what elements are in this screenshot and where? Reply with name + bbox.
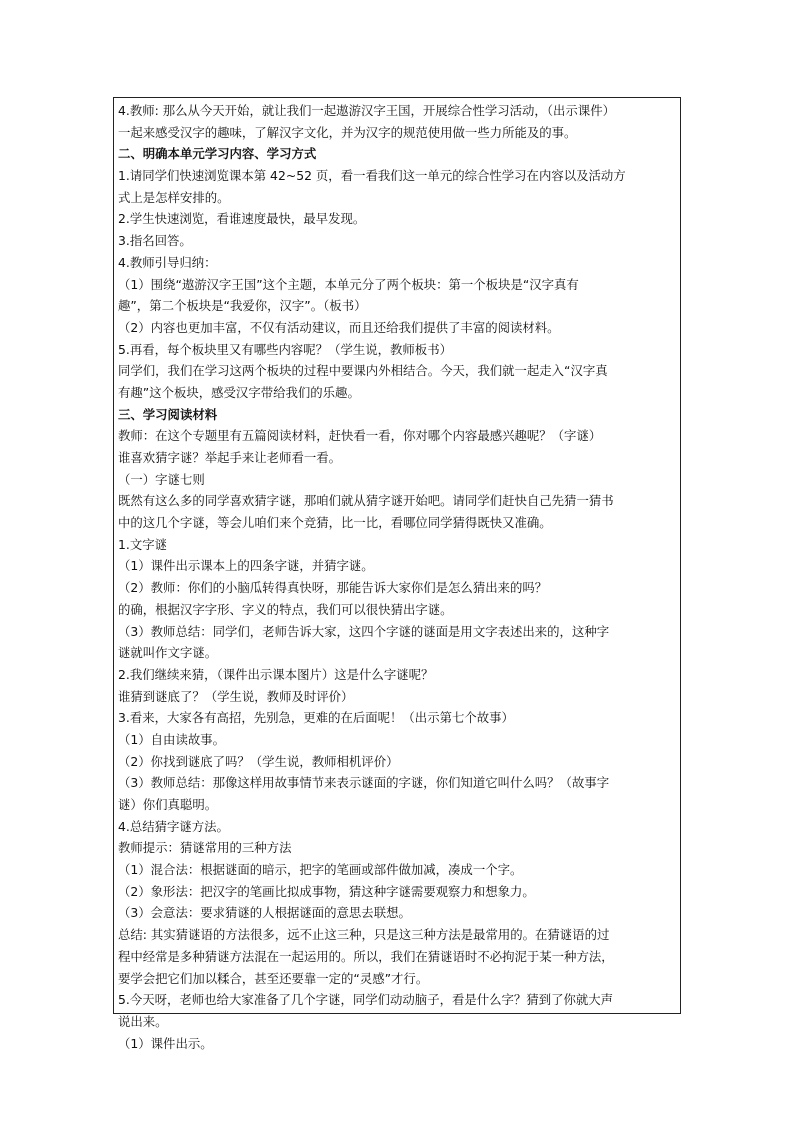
text-line: 谜）你们真聪明。 bbox=[118, 797, 218, 812]
text-line: 既然有这么多的同学喜欢猜字谜，那咱们就从猜字谜开始吧。请同学们赶快自己先猜一猜书 bbox=[118, 493, 614, 509]
text-line: 1.文字谜 bbox=[118, 536, 167, 552]
text-line: （2）教师：你们的小脑瓜转得真快呀，那能告诉大家你们是怎么猜出来的吗？ bbox=[118, 580, 548, 596]
text-line: （1）围绕“遨游汉字王国”这个主题，本单元分了两个板块：第一个板块是“汉字真有 bbox=[118, 276, 579, 292]
text-line: 式上是怎样安排的。 bbox=[118, 189, 230, 205]
text-line: 要学会把它们加以糅合，甚至还要靠一定的“灵感”才行。 bbox=[118, 970, 429, 986]
text-line: 程中经常是多种猜谜方法混在一起运用的。所以，我们在猜谜语时不必拘泥于某一种方法， bbox=[118, 948, 614, 964]
text-line: 教师：在这个专题里有五篇阅读材料，赶快看一看，你对哪个内容最感兴趣呢？（字谜） bbox=[118, 428, 602, 444]
text-line: （2）内容也更加丰富，不仅有活动建议，而且还给我们提供了丰富的阅读材料。 bbox=[118, 319, 560, 335]
text-line: 1.请同学们快速浏览课本第 42~52 页，看一看我们这一单元的综合性学习在内容以及活动方 bbox=[118, 168, 626, 184]
text-line: 教师提示：猜谜常用的三种方法 bbox=[118, 840, 292, 856]
text-line: 一起来感受汉字的趣味，了解汉字文化，并为汉字的规范使用做一些力所能及的事。 bbox=[118, 124, 577, 140]
text-line: 2.学生快速浏览，看谁速度最快，最早发现。 bbox=[118, 211, 366, 227]
text-line: （1）自由读故事。 bbox=[118, 731, 226, 747]
text-line: 3.指名回答。 bbox=[118, 233, 192, 249]
text-line: （3）教师总结：同学们，老师告诉大家，这四个字谜的谜面是用文字表述出来的，这种字 bbox=[118, 623, 610, 639]
text-line: 5.再看，每个板块里又有哪些内容呢？（学生说，教师板书） bbox=[118, 341, 452, 357]
text-line: （1）课件出示课本上的四条字谜，并猜字谜。 bbox=[118, 558, 374, 574]
text-line: 5.今天呀，老师也给大家准备了几个字谜，同学们动动脑子，看是什么字？猜到了你就大声 bbox=[118, 992, 614, 1008]
text-line: （3）教师总结：那像这样用故事情节来表示谜面的字谜，你们知道它叫什么吗？（故事字 bbox=[118, 775, 610, 791]
lesson-plan-table-cell bbox=[113, 97, 681, 1051]
text-line: 3.看来，大家各有高招，先别急，更难的在后面呢！（出示第七个故事） bbox=[118, 710, 514, 726]
text-line: （1）混合法：根据谜面的暗示，把字的笔画或部件做加减，凑成一个字。 bbox=[118, 862, 523, 878]
section-heading: 二、明确本单元学习内容、学习方式 bbox=[118, 146, 317, 162]
text-line: （1）课件出示。 bbox=[118, 1035, 213, 1051]
text-line: （3）会意法：要求猜谜的人根据谜面的意思去联想。 bbox=[118, 905, 411, 921]
text-line: （一）字谜七则 bbox=[118, 471, 205, 487]
text-line: 有趣”这个板块，感受汉字带给我们的乐趣。 bbox=[118, 384, 360, 400]
text-line: 中的这几个字谜，等会儿咱们来个竞猜，比一比，看哪位同学猜得既快又准确。 bbox=[118, 515, 552, 531]
text-line: 谜就叫作文字谜。 bbox=[118, 645, 218, 661]
text-line: 4.教师引导归纳： bbox=[118, 254, 217, 270]
text-line: 的确，根据汉字字形、字义的特点，我们可以很快猜出字谜。 bbox=[118, 601, 453, 617]
section-heading: 三、学习阅读材料 bbox=[118, 406, 218, 422]
text-line: 4.总结猜字谜方法。 bbox=[118, 818, 229, 834]
text-line: 谁喜欢猜字谜？举起手来让老师看一看。 bbox=[118, 450, 342, 465]
text-line: 总结: 其实猜谜语的方法很多，远不止这三种，只是这三种方法是最常用的。在猜谜语的过 bbox=[118, 927, 610, 943]
text-line: 谁猜到谜底了？（学生说，教师及时评价） bbox=[118, 688, 354, 704]
text-line: 2.我们继续来猜，（课件出示课本图片）这是什么字谜呢？ bbox=[118, 666, 434, 682]
text-line: 趣”，第二个板块是“我爱你，汉字”。（板书） bbox=[118, 298, 367, 314]
text-line: （2）象形法：把汉字的笔画比拟成事物，猜这种字谜需要观察力和想象力。 bbox=[118, 883, 535, 899]
text-line: （2）你找到谜底了吗？（学生说，教师相机评价） bbox=[118, 753, 399, 769]
text-line: 说出来。 bbox=[118, 1013, 168, 1029]
text-line: 4.教师: 那么从今天开始，就让我们一起遨游汉字王国，开展综合性学习活动，（出示课件） bbox=[118, 103, 615, 118]
text-line: 同学们，我们在学习这两个板块的过程中要课内外相结合。今天，我们就一起走入“汉字真 bbox=[118, 363, 608, 379]
